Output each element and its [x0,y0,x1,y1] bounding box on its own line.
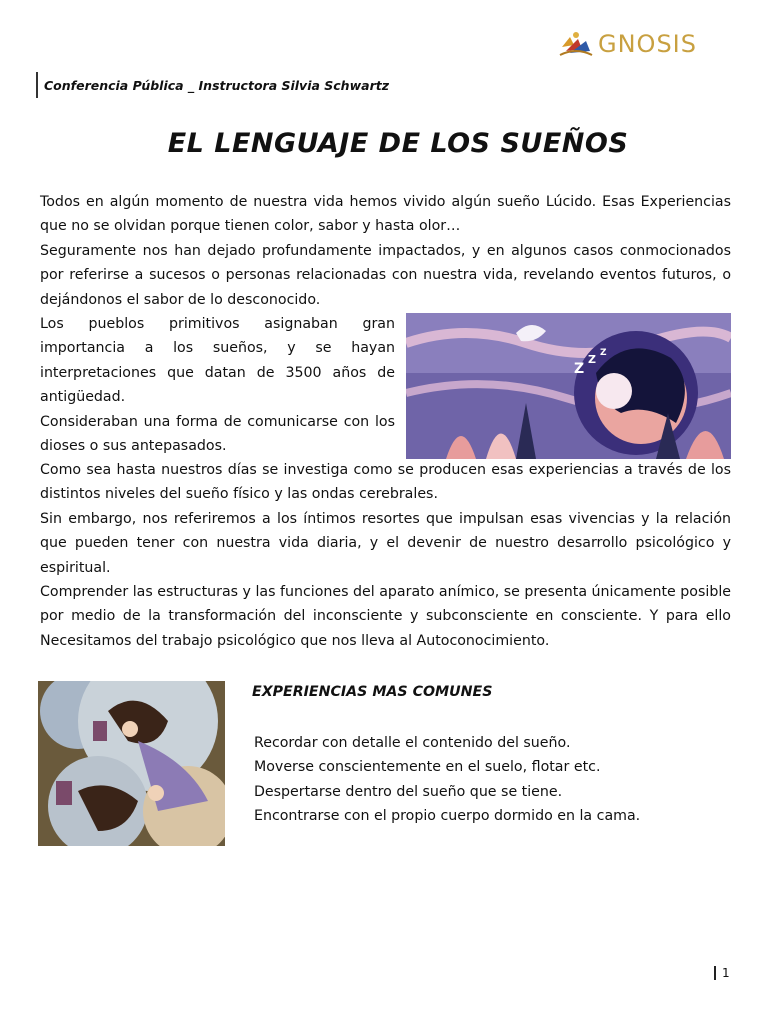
paragraph-1: Todos en algún momento de nuestra vida hemos vivido algún sueño Lúcido. Esas Experiencias que no se olvidan porque tienen color, sabor y hasta olor… [40,194,731,235]
gnosis-emblem-icon [556,27,596,61]
header-rule [36,72,38,98]
lucid-dream-illustration [38,681,225,846]
paragraph-5: Como sea hasta nuestros días se investiga como se producen esas experiencias a través de los distintos niveles del sueño físico y las ondas cerebrales. [40,462,731,503]
experiences-list [254,731,640,829]
list-item: Recordar con detalle el contenido del sueño. [254,735,571,751]
page-number-text: 1 [722,966,730,980]
paragraph-4: Consideraban una forma de comunicarse con los dioses o sus antepasados. [40,413,395,455]
logo-text: GNOSIS [598,30,697,58]
document-header: Conferencia Pública _ Instructora Silvia Schwartz [44,78,389,93]
svg-text:Z: Z [600,348,607,358]
paragraph-3: Los pueblos primitivos asignaban gran importancia a los sueños, y se hayan interpretaciones que datan de 3500 años de antigüedad. [40,316,395,406]
list-item: Despertarse dentro del sueño que se tiene. [254,783,563,800]
list-item: Encontrarse con el propio cuerpo dormido en la cama. [254,808,641,825]
document-title: EL LENGUAJE DE LOS SUEÑOS [167,128,629,159]
list-item: Moverse conscientemente en el suelo, flotar etc. [254,759,601,776]
section-title: EXPERIENCIAS MAS COMUNES [252,684,493,700]
intro-block [40,190,731,312]
side-text-block [40,312,395,458]
gnosis-logo [556,26,736,62]
paragraph-2: Seguramente nos han dejado profundamente impactados, y en algunos casos conmocionados por referirse a sucesos o personas relacionadas con nuestra vida, revelando eventos futuros, o dejándonos el sabor de lo desconocido. [40,242,731,308]
page-number [714,966,730,980]
dreaming-woman-illustration [406,313,731,459]
svg-text:Z: Z [588,353,596,366]
page-number-rule [714,966,716,980]
svg-text:Z: Z [574,361,585,377]
paragraph-7: Comprender las estructuras y las funciones del aparato anímico, se presenta únicamente posible por medio de la transformación del inconsciente y subconsciente en consciente. Y para ello Necesitamos del trabajo psicológico que nos lleva al Autoconocimiento. [40,584,731,649]
main-text-block [40,458,731,653]
paragraph-6: Sin embargo, nos referiremos a los íntimos resortes que impulsan esas vivencias y la relación que pueden tener con nuestra vida diaria, y el devenir de nuestro desarrollo psicológico y espiritual. [40,510,731,576]
